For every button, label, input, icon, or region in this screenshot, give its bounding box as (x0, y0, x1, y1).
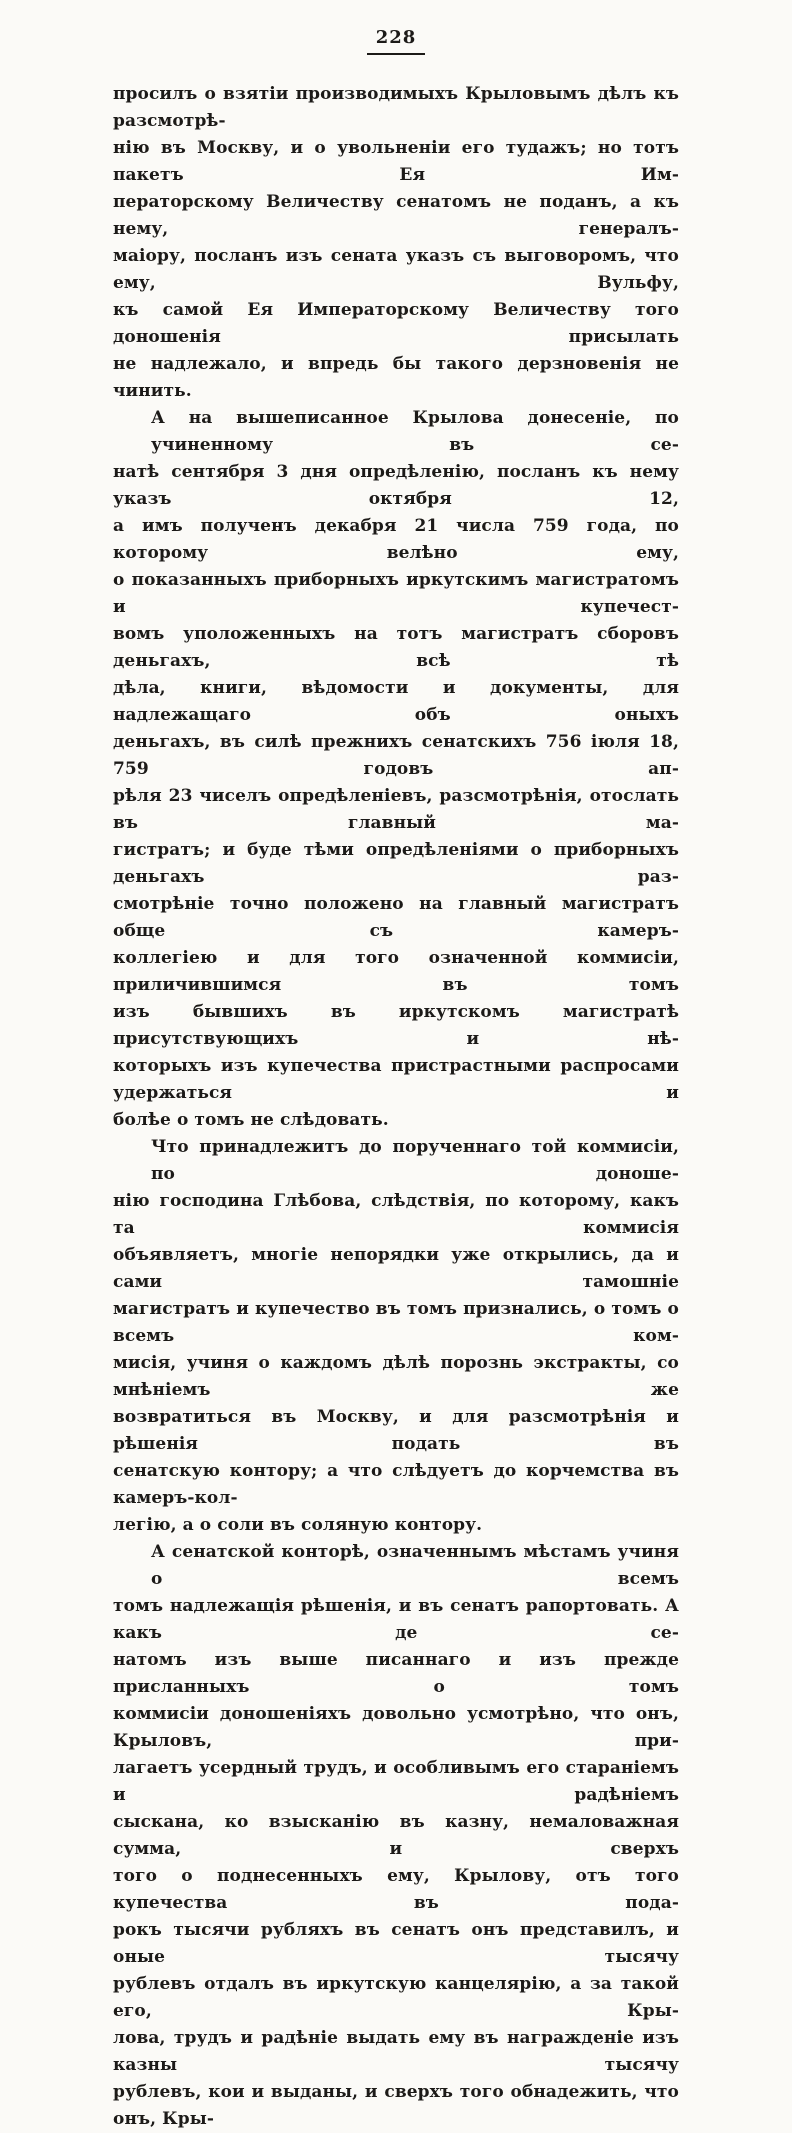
text-line: рѣля 23 чиселъ опредѣленіевъ, разсмотрѣнія, отослать въ главный ма- (113, 786, 679, 833)
text-line: натомъ изъ выше писаннаго и изъ прежде присланныхъ о томъ (113, 1650, 679, 1697)
text-line: того о поднесенныхъ ему, Крылову, отъ того купечества въ пода- (113, 1866, 679, 1913)
text-line: нію въ Москву, и о увольненіи его тудажъ; но тотъ пакетъ Ея Им- (113, 138, 679, 185)
text-line: смотрѣніе точно положено на главный магистратъ обще съ камеръ- (113, 894, 679, 941)
text-line: болѣе о томъ не слѣдовать. (113, 1110, 389, 1130)
page-header (0, 0, 792, 55)
text-line: рокъ тысячи рубляхъ въ сенатъ онъ представилъ, и оные тысячу (113, 1920, 679, 1967)
text-line: томъ надлежащія рѣшенія, и въ сенатъ рапортовать. А какъ де се- (113, 1596, 679, 1643)
text-line: ператорскому Величеству сенатомъ не поданъ, а къ нему, генералъ- (113, 192, 679, 239)
text-line: маіору, посланъ изъ сената указъ съ выговоромъ, что ему, Вульфу, (113, 246, 679, 293)
text-line: дѣла, книги, вѣдомости и документы, для надлежащаго объ оныхъ (113, 678, 679, 725)
text-line: деньгахъ, въ силѣ прежнихъ сенатскихъ 756 іюля 18, 759 годовъ ап- (113, 732, 679, 779)
text-line: магистратъ и купечество въ томъ признались, о томъ о всемъ ком- (113, 1299, 679, 1346)
text-block (113, 81, 679, 2133)
text-line: Что принадлежитъ до порученнаго той коммисіи, по доноше- (151, 1137, 679, 1184)
text-line: о показанныхъ приборныхъ иркутскимъ магистратомъ и купечест- (113, 570, 679, 617)
text-line: которыхъ изъ купечества пристрастными распросами удержаться и (113, 1056, 679, 1103)
text-line: сыскана, ко взысканію въ казну, немаловажная сумма, и сверхъ (113, 1812, 679, 1859)
text-line: рублевъ отдалъ въ иркутскую канцелярію, а за такой его, Кры- (113, 1974, 679, 2021)
text-line: объявляетъ, многіе непорядки уже открылись, да и сами тамошніе (113, 1245, 679, 1292)
text-line: вомъ уположенныхъ на тотъ магистратъ сборовъ деньгахъ, всѣ тѣ (113, 624, 679, 671)
text-line: А на вышеписанное Крылова донесеніе, по учиненному въ се- (151, 408, 679, 455)
text-line: натѣ сентября 3 дня опредѣленію, посланъ къ нему указъ октября 12, (113, 462, 679, 509)
text-line: просилъ о взятіи производимыхъ Крыловымъ дѣлъ къ разсмотрѣ- (113, 84, 679, 131)
text-line: сенатскую контору; а что слѣдуетъ до корчемства въ камеръ-кол- (113, 1461, 679, 1508)
paragraph (113, 1134, 679, 1539)
text-line: коммисіи доношеніяхъ довольно усмотрѣно, что онъ, Крыловъ, при- (113, 1704, 679, 1751)
text-line: изъ бывшихъ въ иркутскомъ магистратѣ присутствующихъ и нѣ- (113, 1002, 679, 1049)
page-number-rule (367, 53, 425, 55)
page-number: 228 (375, 27, 417, 48)
paragraph (113, 81, 679, 405)
text-line: лагаетъ усердный трудъ, и особливымъ его стараніемъ и радѣніемъ (113, 1758, 679, 1805)
text-line: лова, трудъ и радѣніе выдать ему въ награжденіе изъ казны тысячу (113, 2028, 679, 2075)
text-line: А сенатской конторѣ, означеннымъ мѣстамъ учиня о всемъ (151, 1542, 679, 1589)
text-line: рублевъ, кои и выданы, и сверхъ того обнадежить, что онъ, Кры- (113, 2082, 679, 2129)
text-line: возвратиться въ Москву, и для разсмотрѣнія и рѣшенія подать въ (113, 1407, 679, 1454)
text-line: нію господина Глѣбова, слѣдствія, по которому, какъ та коммисія (113, 1191, 679, 1238)
paragraph (113, 405, 679, 1134)
text-line: не надлежало, и впредь бы такого дерзновенія не чинить. (113, 354, 679, 401)
text-line: мисія, учиня о каждомъ дѣлѣ порознь экстракты, со мнѣніемъ же (113, 1353, 679, 1400)
text-line: гистратъ; и буде тѣми опредѣленіями о приборныхъ деньгахъ раз- (113, 840, 679, 887)
text-line: къ самой Ея Императорскому Величеству того доношенія присылать (113, 300, 679, 347)
text-line: а имъ полученъ декабря 21 числа 759 года, по которому велѣно ему, (113, 516, 679, 563)
text-line: коллегіею и для того означенной коммисіи, приличившимся въ томъ (113, 948, 679, 995)
text-line: легію, а о соли въ соляную контору. (113, 1515, 483, 1535)
paragraph (113, 1539, 679, 2133)
